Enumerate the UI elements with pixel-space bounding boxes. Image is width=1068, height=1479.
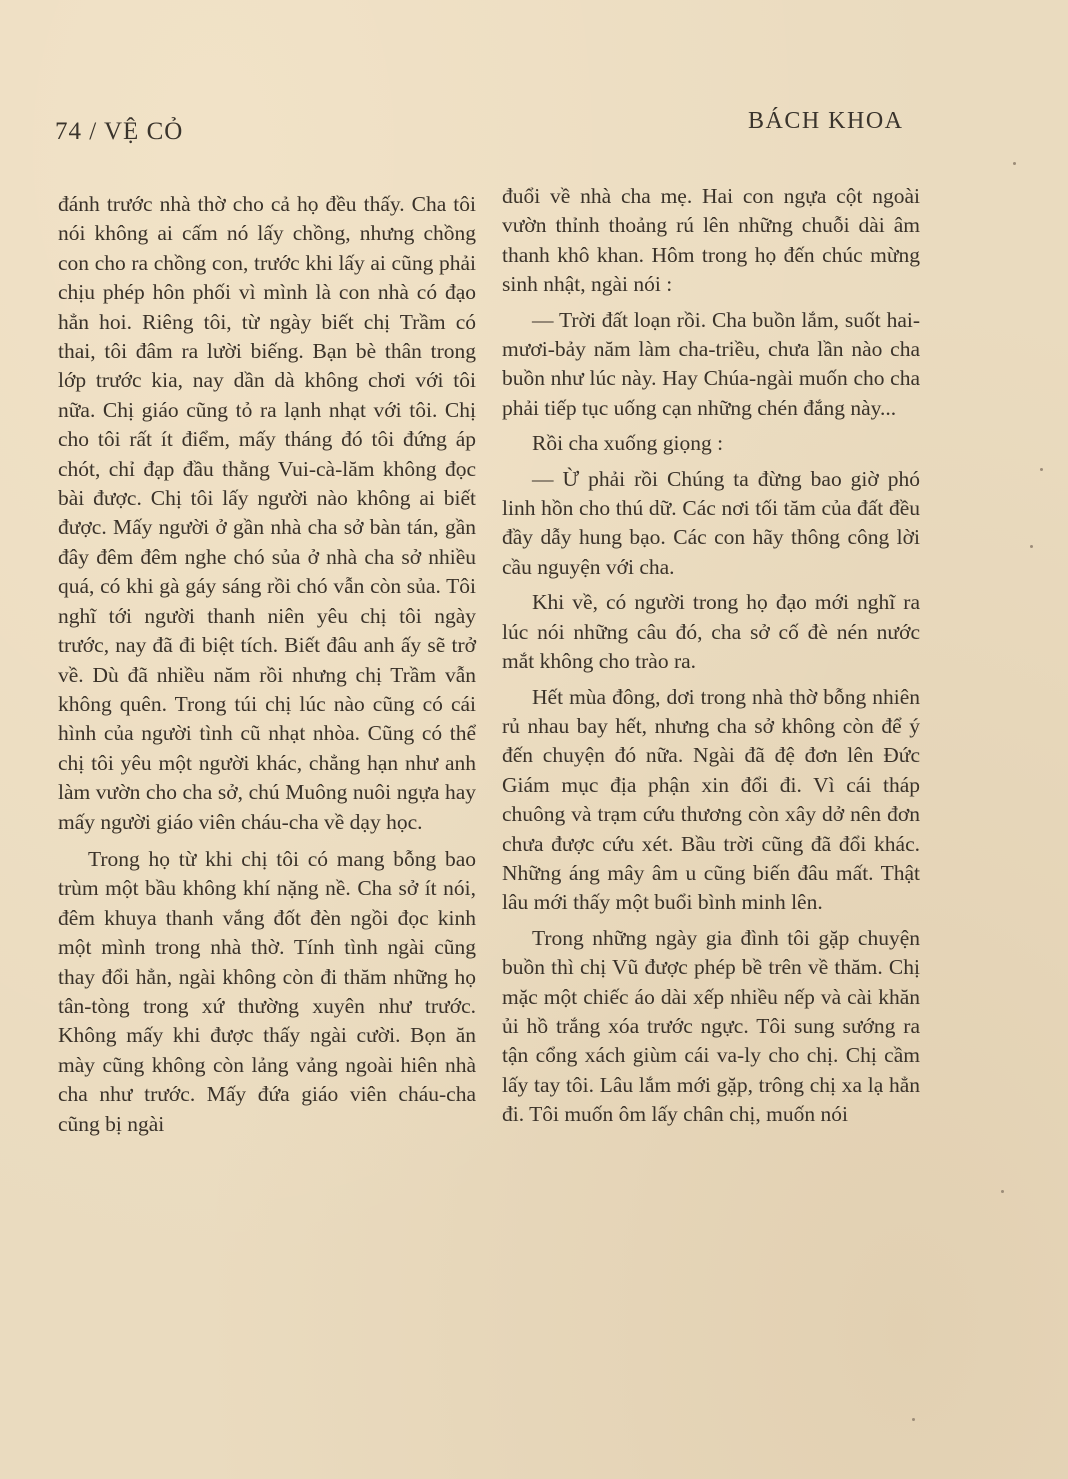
paragraph: đánh trước nhà thờ cho cả họ đều thấy. Cha tôi nói không ai cấm nó lấy chồng, nhưng chồng con cho ra chồng con, trước khi lấy ai cũng phải chịu phép hôn phối vì mình là con nhà có đạo hẳn hoi. Riêng tôi, từ ngày biết chị Trầm có thai, tôi đâm ra lười biếng. Bạn bè thân trong lớp trước kia, nay dần dà không chơi với tôi nữa. Chị giáo cũng tỏ ra lạnh nhạt với tôi. Chị cho tôi rất ít điểm, mấy tháng đó tôi đứng áp chót, chỉ đạp đầu thằng Vui-cà-lăm không đọc bài được. Chị tôi lấy người nào không ai biết được. Mấy người ở gần nhà cha sở bàn tán, gần đây đêm đêm nghe chó sủa ở nhà cha sở nhiều quá, có khi gà gáy sáng rồi chó vẫn còn sủa. Tôi nghĩ tới người thanh niên yêu chị tôi ngày trước, nay đã đi biệt tích. Biết đâu anh ấy sẽ trở về. Dù đã nhiều năm rồi nhưng chị Trầm vẫn không quên. Trong túi chị lúc nào cũng có cái hình của người tình cũ nhạt nhòa. Cũng có thể chị tôi yêu một người khác, chẳng hạn như anh làm vườn cho cha sở, chú Muông nuôi ngựa hay mấy người giáo viên cháu-cha về dạy học.: [58, 192, 476, 834]
page-header-right: BÁCH KHOA: [748, 108, 904, 134]
paragraph: Khi về, có người trong họ đạo mới nghĩ ra lúc nói những câu đó, cha sở cố đè nén nước mắt không cho trào ra.: [502, 590, 920, 674]
left-text-column: [58, 190, 476, 1145]
paper-speck: [1001, 1190, 1004, 1193]
paragraph: Rồi cha xuống giọng :: [532, 431, 724, 456]
paragraph: Hết mùa đông, dơi trong nhà thờ bỗng nhiên rủ nhau bay hết, nhưng cha sở không còn để ý đến chuyện đó nữa. Ngài đã đệ đơn lên Đức Giám mục địa phận xin đổi đi. Vì cái tháp chuông và trạm cứu thương còn xây dở nên đơn chưa được cứu xét. Bầu trời cũng đã đổi khác. Những áng mây âm u cũng biến đâu mất. Thật lâu mới thấy một buổi bình minh lên.: [502, 684, 920, 915]
paragraph: đuổi về nhà cha mẹ. Hai con ngựa cột ngoài vườn thỉnh thoảng rú lên những chuỗi dài âm thanh khô khan. Hôm trong họ đến chúc mừng sinh nhật, ngài nói :: [502, 184, 920, 297]
paragraph: Trong họ từ khi chị tôi có mang bỗng bao trùm một bầu không khí nặng nề. Cha sở ít nói, đêm khuya thanh vắng đốt đèn ngồi đọc kinh một mình trong nhà thờ. Tính tình ngài cũng thay đổi hẳn, ngài không còn đi thăm những họ tân-tòng trong xứ thường xuyên như trước. Không mấy khi được thấy ngài cười. Bọn ăn mày cũng không còn lảng vảng ngoài hiên nhà cha như trước. Mấy đứa giáo viên cháu-cha cũng bị ngài: [58, 846, 476, 1136]
right-text-column: [502, 182, 920, 1136]
paper-speck: [1040, 468, 1043, 471]
page-header-left: 74 / VỆ CỎ: [55, 118, 184, 145]
paper-speck: [912, 1418, 915, 1421]
paper-speck: [1013, 162, 1016, 165]
paragraph: — Trời đất loạn rồi. Cha buồn lắm, suốt hai-mươi-bảy năm làm cha-triều, chưa lần nào cha buồn như lúc này. Hay Chúa-ngài muốn cho cha phải tiếp tục uống cạn những chén đắng này...: [502, 307, 920, 420]
paragraph: — Ừ phải rồi Chúng ta đừng bao giờ phó linh hồn cho thú dữ. Các nơi tối tăm của đất đều đầy dẫy hung bạo. Các con hãy thông công lời cầu nguyện với cha.: [502, 466, 920, 579]
paper-speck: [1030, 545, 1033, 548]
paragraph: Trong những ngày gia đình tôi gặp chuyện buồn thì chị Vũ được phép bề trên về thăm. Chị mặc một chiếc áo dài xếp nhiều nếp và cài khăn ủi hồ trắng xóa trước ngực. Tôi sung sướng ra tận cổng xách giùm cái va-ly cho chị. Chị cầm lấy tay tôi. Lâu lắm mới gặp, trông chị xa lạ hẳn đi. Tôi muốn ôm lấy chân chị, muốn nói: [502, 925, 920, 1127]
